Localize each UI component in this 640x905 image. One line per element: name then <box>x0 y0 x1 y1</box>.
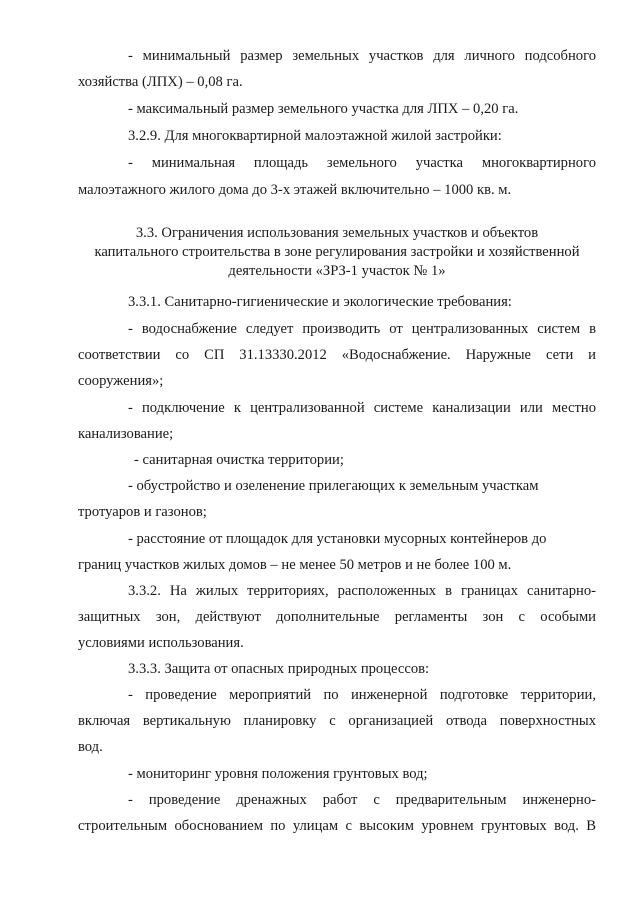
text-line: - мониторинг уровня положения грунтовых вод; <box>128 766 428 782</box>
text-line: - минимальный размер земельных участков для личного подсобного <box>128 48 596 64</box>
text-line: 3.3.2. На жилых территориях, расположенных в границах санитарно- <box>128 583 596 599</box>
text-line: 3.3.3. Защита от опасных природных процессов: <box>128 661 430 677</box>
text-line: - проведение мероприятий по инженерной подготовке территории, <box>128 687 596 703</box>
text-line: - обустройство и озеленение прилегающих к земельным участкам <box>128 478 539 494</box>
text-line: защитных зон, действуют дополнительные регламенты зон с особыми <box>78 609 596 625</box>
text-line: границ участков жилых домов – не менее 50 метров и не более 100 м. <box>78 557 512 573</box>
section-heading-line: капитального строительства в зоне регулирования застройки и хозяйственной <box>94 244 580 260</box>
section-heading-line: деятельности «ЗРЗ-1 участок № 1» <box>228 263 446 279</box>
text-line: вод. <box>78 739 103 755</box>
text-line: - минимальная площадь земельного участка многоквартирного <box>128 155 596 171</box>
text-line: условиями использования. <box>78 635 244 651</box>
text-line: - водоснабжение следует производить от централизованных систем в <box>128 321 596 337</box>
text-line: хозяйства (ЛПХ) – 0,08 га. <box>78 74 243 90</box>
text-line: - максимальный размер земельного участка для ЛПХ – 0,20 га. <box>128 101 519 117</box>
section-heading-line: 3.3. Ограничения использования земельных участков и объектов <box>135 225 539 241</box>
text-line: 3.3.1. Санитарно-гигиенические и экологические требования: <box>128 294 512 310</box>
text-line: соответствии со СП 31.13330.2012 «Водоснабжение. Наружные сети и <box>78 347 596 363</box>
text-line: - подключение к централизованной системе канализации или местно <box>128 400 596 416</box>
text-line: тротуаров и газонов; <box>78 504 207 520</box>
text-line: 3.2.9. Для многоквартирной малоэтажной жилой застройки: <box>128 128 502 144</box>
text-line: - санитарная очистка территории; <box>134 452 344 468</box>
text-line: малоэтажного жилого дома до 3-х этажей включительно – 1000 кв. м. <box>78 182 512 198</box>
text-line: - проведение дренажных работ с предварительным инженерно- <box>128 792 596 808</box>
text-line: - расстояние от площадок для установки мусорных контейнеров до <box>128 531 547 547</box>
text-line: строительным обоснованием по улицам с высоким уровнем грунтовых вод. В <box>78 818 596 834</box>
text-line: сооружения»; <box>78 373 164 389</box>
text-line: канализование; <box>78 426 174 442</box>
text-line: включая вертикальную планировку с организацией отвода поверхностных <box>78 713 596 729</box>
